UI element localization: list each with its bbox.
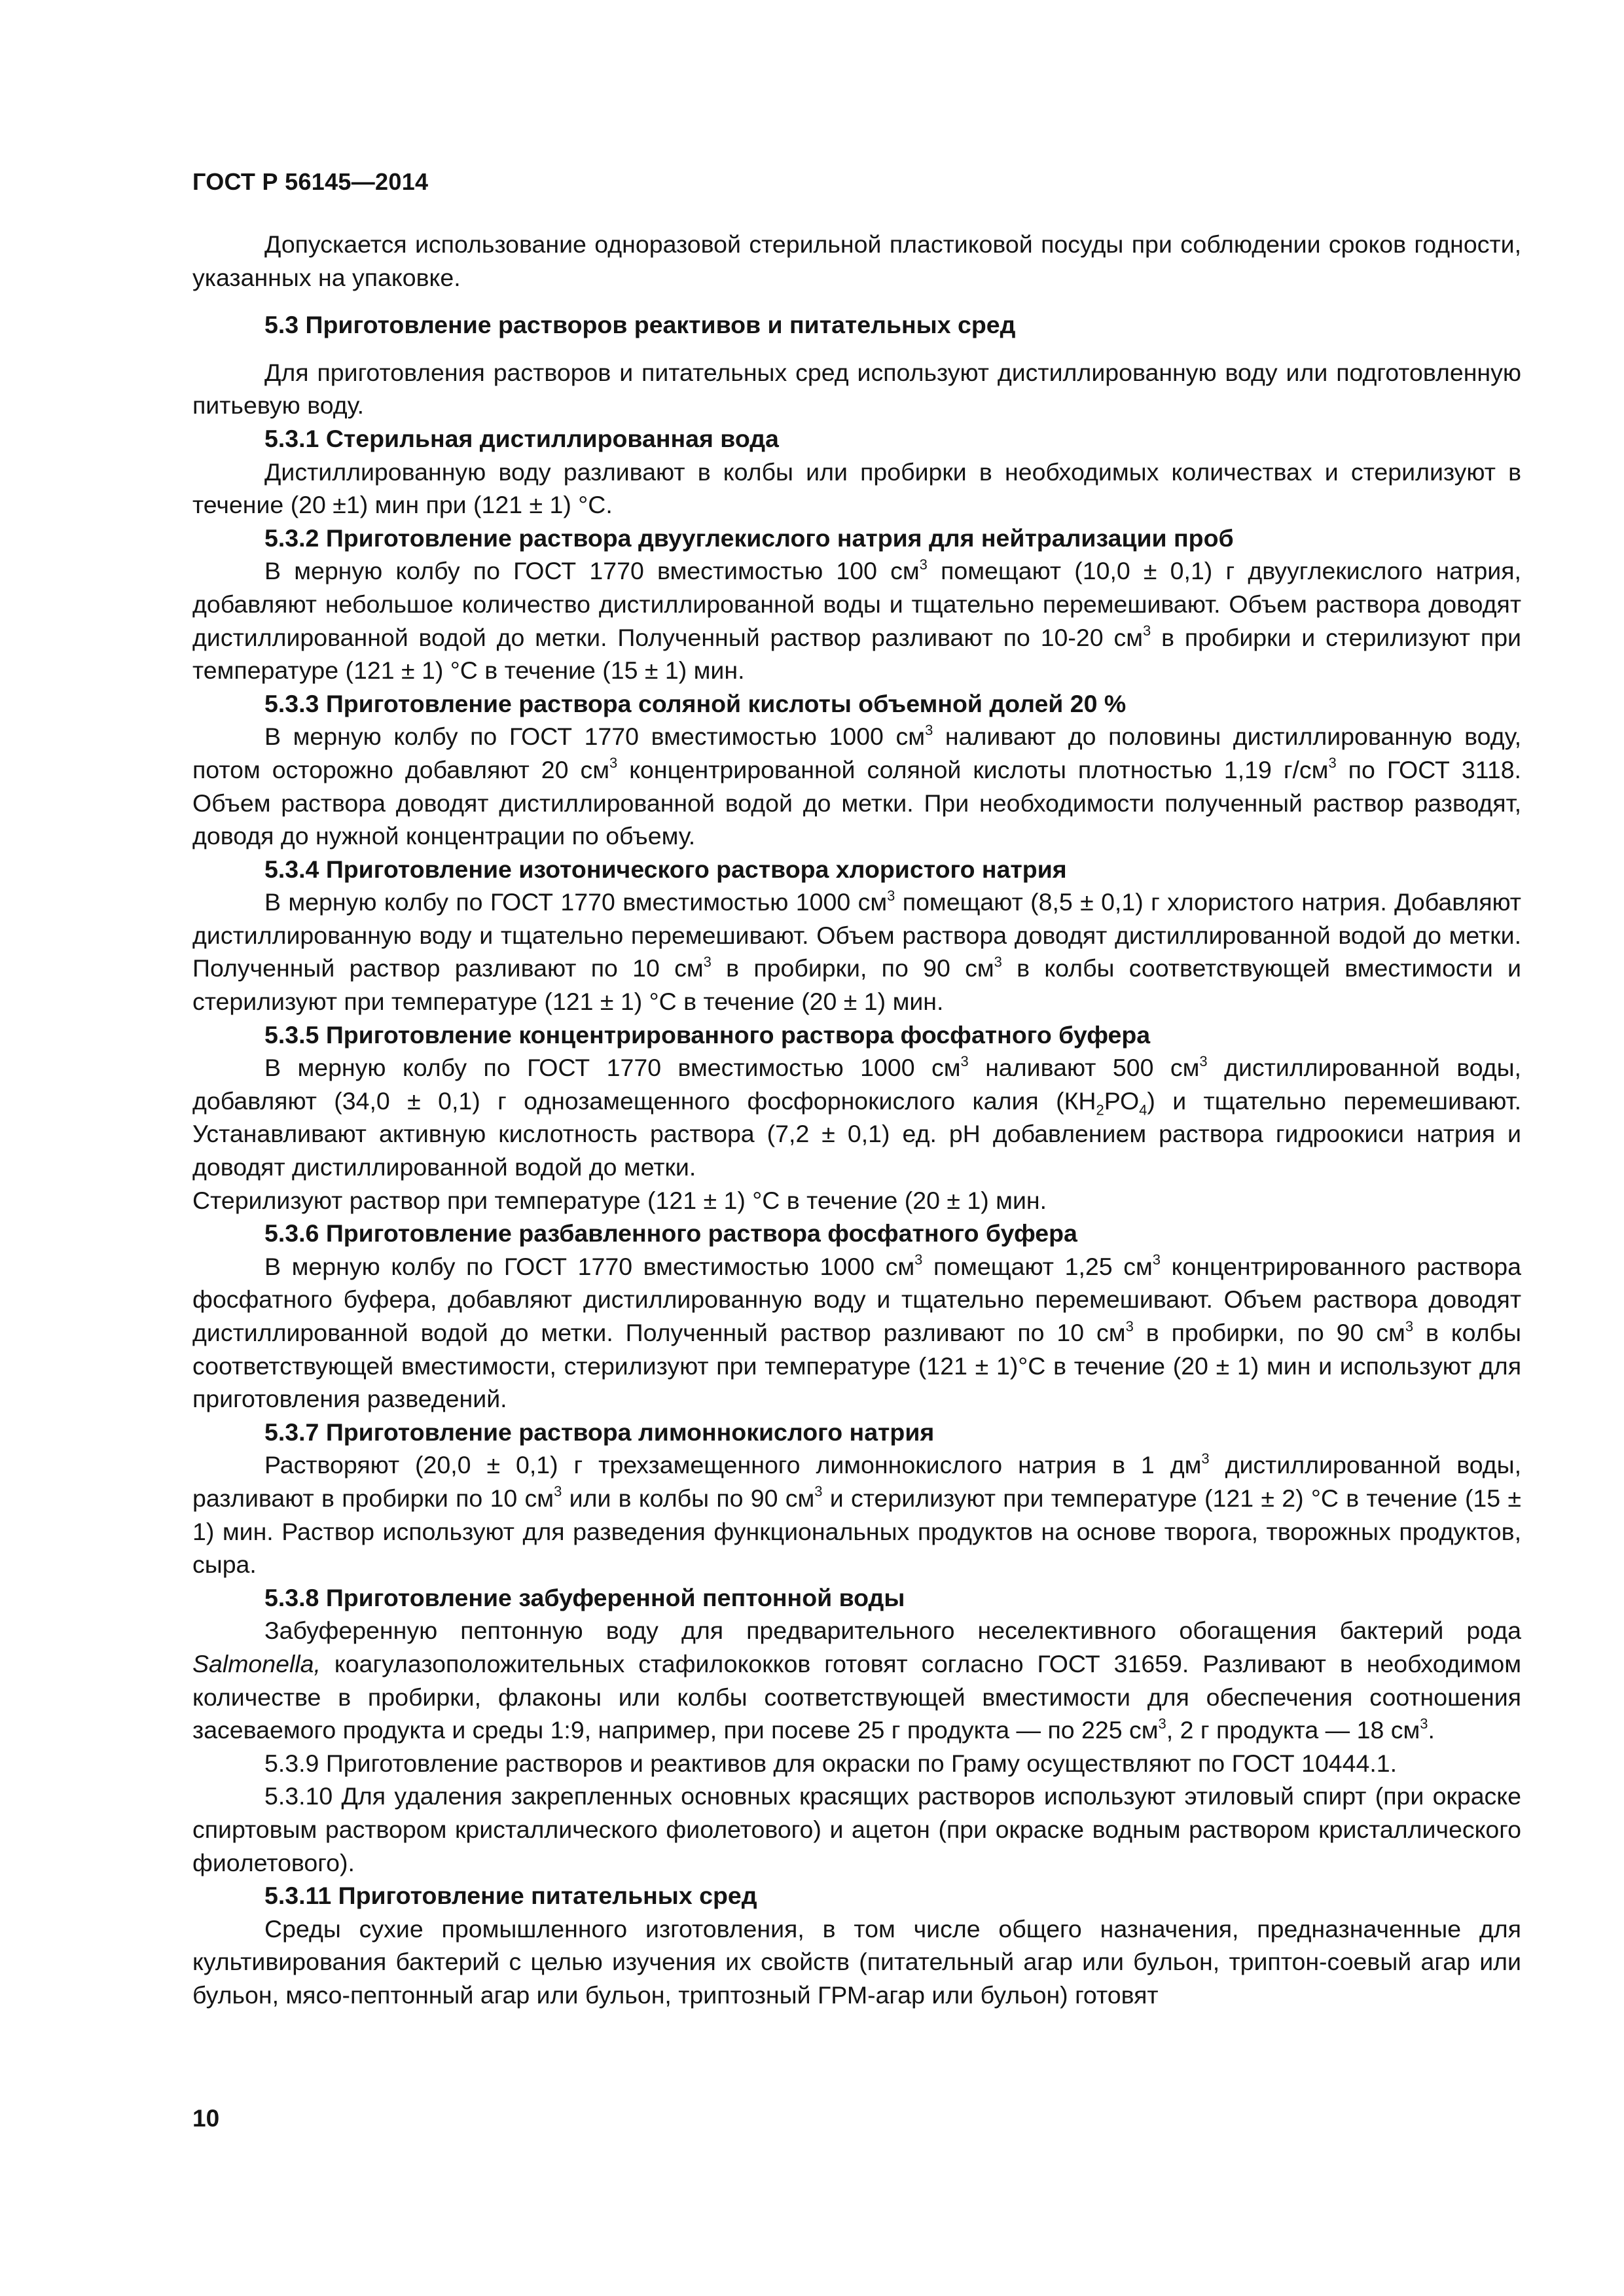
section-5-3-11-title: 5.3.11 Приготовление питательных сред: [264, 1882, 757, 1910]
section-5-3-9-text: 5.3.9 Приготовление растворов и реактивов для окраски по Граму осуществляют по ГОСТ 10444.1.: [264, 1749, 1398, 1777]
section-5-3-5-text: В мерную колбу по ГОСТ 1770 вместимостью 1000 $см^3$ наливают 500 $см^3$ дистиллированной воды, добавляют (34,0 ± 0,1) г однозамещенного фосфорнокислого калия $(КН_2РО_4)$ и тщательно перемешивают. Устанавливают активную кислотность раствора (7,2 ± 0,1) ед. рН добавлением раствора гидроокиси натрия и доводят дистиллированной водой до метки.: [192, 1052, 1521, 1181]
section-5-3-6-title: 5.3.6 Приготовление разбавленного раствора фосфатного буфера: [264, 1219, 1077, 1247]
section-5-3-text: Для приготовления растворов и питательных сред используют дистиллированную воду или подготовленную питьевую воду.: [192, 358, 1521, 420]
document-body: [192, 228, 1521, 2011]
section-5-3-6-text: В мерную колбу по ГОСТ 1770 вместимостью 1000 $см^3$ помещают 1,25 $см^3$ концентрированного раствора фосфатного буфера, добавляют дистиллированную воду и тщательно перемешивают. Объем раствора доводят дистиллированной водой до метки. Полученный раствор разливают по 10 $см^3$ в пробирки, по 90 $см^3$ в колбы соответствующей вместимости, стерилизуют при температуре (121 ± 1)°С в течение (20 ± 1) мин и используют для приготовления разведений.: [192, 1251, 1521, 1413]
section-5-3-1-title: 5.3.1 Стерильная дистиллированная вода: [264, 424, 779, 452]
section-5-3-4-text: В мерную колбу по ГОСТ 1770 вместимостью 1000 $см^3$ помещают (8,5 ± 0,1) г хлористого натрия. Добавляют дистиллированную воду и тщательно перемешивают. Объем раствора доводят дистиллированной водой до метки. Полученный раствор разливают по 10 $см^3$ в пробирки, по 90 $см^3$ в колбы соответствующей вместимости и стерилизуют при температуре (121 ± 1) °С в течение (20 ± 1) мин.: [192, 887, 1521, 1016]
section-5-3-2-text: В мерную колбу по ГОСТ 1770 вместимостью 100 $см^3$ помещают (10,0 ± 0,1) г двууглекислого натрия, добавляют небольшое количество дистиллированной воды и тщательно перемешивают. Объем раствора доводят дистиллированной водой до метки. Полученный раствор разливают по 10-20 $см^3$ в пробирки и стерилизуют при температуре (121 ± 1) °С в течение (15 ± 1) мин.: [192, 556, 1522, 685]
intro-paragraph: Допускается использование одноразовой стерильной пластиковой посуды при соблюдении сроков годности, указанных на упаковке.: [192, 230, 1521, 291]
section-5-3-title: 5.3 Приготовление растворов реактивов и питательных сред: [264, 311, 1016, 339]
document-header: ГОСТ Р 56145—2014: [192, 168, 429, 195]
section-5-3-10-text: 5.3.10 Для удаления закрепленных основных красящих растворов используют этиловый спирт (при окраске спиртовым раствором кристаллического фиолетового) и ацетон (при окраске водным раствором кристаллического фиолетового).: [192, 1782, 1521, 1876]
section-5-3-11-text: Среды сухие промышленного изготовления, в том числе общего назначения, предназначенные для культивирования бактерий с целью изучения их свойств (питательный агар или бульон, триптон-соевый агар или бульон, мясо-пептонный агар или бульон, триптозный ГРМ-агар или бульон) готовят: [192, 1914, 1521, 2009]
section-5-3-3-text: В мерную колбу по ГОСТ 1770 вместимостью 1000 $см^3$ наливают до половины дистиллированную воду, потом осторожно добавляют 20 $см^3$ концентрированной соляной кислоты плотностью 1,19 $г/см^3$ по ГОСТ 3118. Объем раствора доводят дистиллированной водой до метки. При необходимости полученный раствор разводят, доводя до нужной концентрации по объему.: [192, 721, 1521, 850]
section-5-3-8-title: 5.3.8 Приготовление забуференной пептонной воды: [264, 1583, 905, 1611]
section-5-3-4-title: 5.3.4 Приготовление изотонического раствора хлористого натрия: [264, 855, 1067, 883]
salmonella-italic: Salmonella,: [192, 1649, 321, 1677]
section-5-3-3-title: 5.3.3 Приготовление раствора соляной кислоты объемной долей 20 %: [264, 689, 1127, 717]
section-5-3-2-title: 5.3.2 Приготовление раствора двууглекислого натрия для нейтрализации проб: [264, 524, 1234, 552]
section-5-3-5-sterilize: Стерилизуют раствор при температуре (121 ± 1) °С в течение (20 ± 1) мин.: [192, 1186, 1047, 1214]
section-5-3-7-title: 5.3.7 Приготовление раствора лимоннокислого натрия: [264, 1418, 935, 1446]
page-number: 10: [192, 2105, 220, 2132]
section-5-3-1-text: Дистиллированную воду разливают в колбы или пробирки в необходимых количествах и стерилизуют в течение (20 ±1) мин при (121 ± 1) °С.: [192, 457, 1521, 519]
section-5-3-5-title: 5.3.5 Приготовление концентрированного раствора фосфатного буфера: [264, 1020, 1151, 1049]
section-5-3-8-text: Забуференную пептонную воду для предварительного неселективного обогащения бактерий рода Salmonella, коагулазоположительных стафилококков готовят согласно ГОСТ 31659. Разливают в необходимом количестве в пробирки, флаконы или колбы соответствующей вместимости для обеспечения соотношения засеваемого продукта и среды 1:9, например, при посеве 25 г продукта — по 225 $см^3$, 2 г продукта — 18 $см^3$.: [192, 1617, 1521, 1744]
section-5-3-7-text: Растворяют (20,0 ± 0,1) г трехзамещенного лимоннокислого натрия в 1 $дм^3$ дистиллированной воды, разливают в пробирки по 10 $см^3$ или в колбы по 90 $см^3$ и стерилизуют при температуре (121 ± 2) °С в течение (15 ± 1) мин. Раствор используют для разведения функциональных продуктов на основе творога, творожных продуктов, сыра.: [192, 1450, 1522, 1579]
